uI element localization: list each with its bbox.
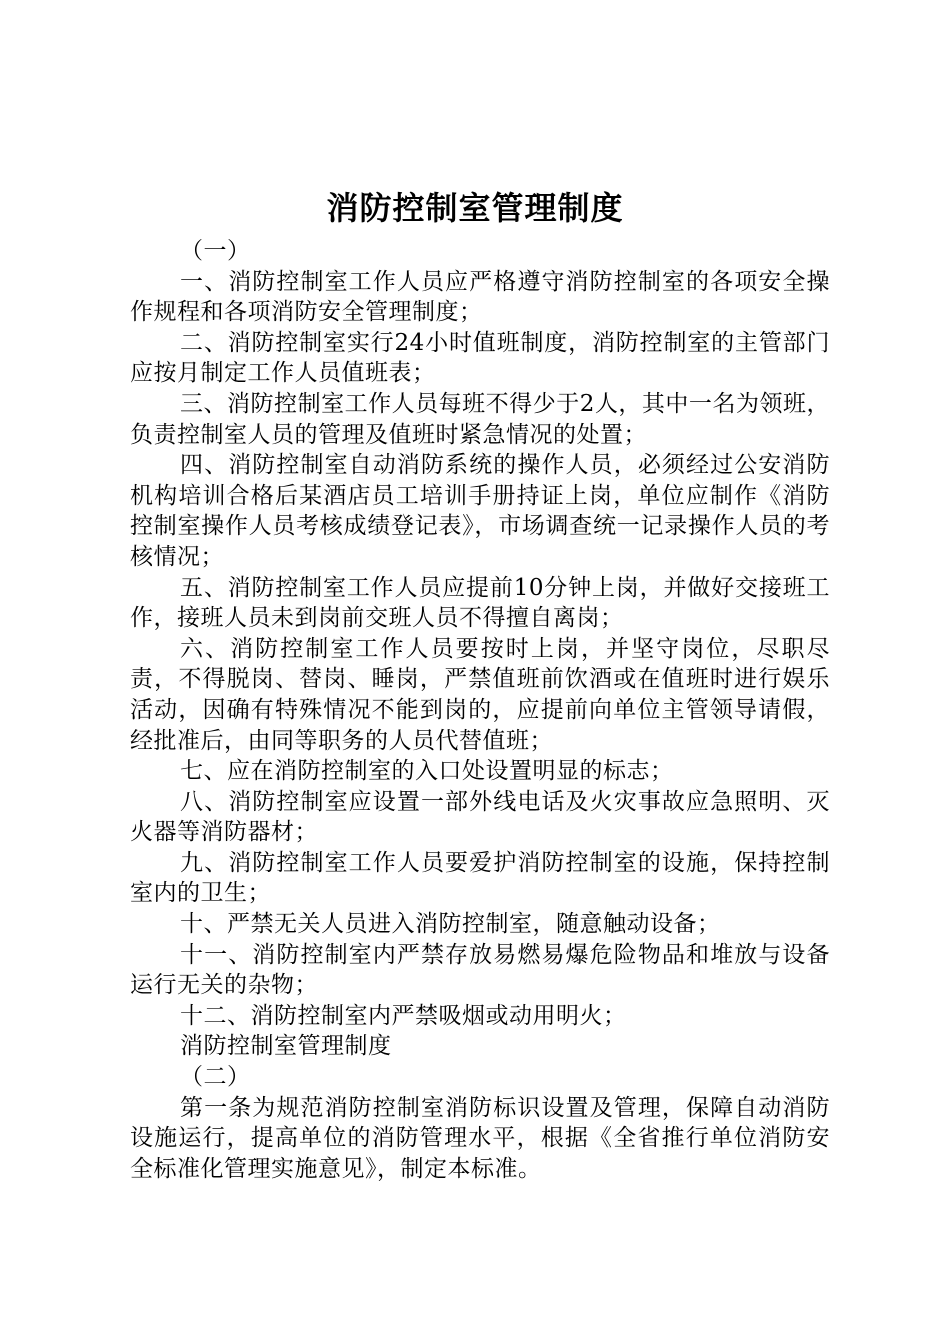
document-body [130, 236, 830, 1184]
section-marker-1: （一） [180, 238, 251, 264]
rule-paragraph-6: 六、消防控制室工作人员要按时上岗，并坚守岗位，尽职尽责，不得脱岗、替岗、睡岗，严禁值班前饮酒或在值班时进行娱乐活动，因确有特殊情况不能到岗的，应提前向单位主管领导请假，经批准后，由同等职务的人员代替值班； [130, 635, 830, 754]
rule-paragraph-4: 四、消防控制室自动消防系统的操作人员，必须经过公安消防机构培训合格后某酒店员工培训手册持证上岗，单位应制作《消防控制室操作人员考核成绩登记表》，市场调查统一记录操作人员的考核情况； [130, 452, 830, 570]
rule-paragraph-3: 三、消防控制室工作人员每班不得少于2人，其中一名为领班，负责控制室人员的管理及值班时紧急情况的处置； [130, 390, 830, 448]
rule-paragraph-2: 二、消防控制室实行24小时值班制度，消防控制室的主管部门应按月制定工作人员值班表； [130, 329, 830, 387]
rule-paragraph-5: 五、消防控制室工作人员应提前10分钟上岗，并做好交接班工作，接班人员未到岗前交班人员不得擅自离岗； [130, 574, 830, 632]
subheading: 消防控制室管理制度 [180, 1033, 392, 1060]
rule-paragraph-10: 十、严禁无关人员进入消防控制室，随意触动设备； [180, 911, 721, 938]
rule-paragraph-8: 八、消防控制室应设置一部外线电话及火灾事故应急照明、灭火器等消防器材； [130, 788, 830, 846]
rule-paragraph-12: 十二、消防控制室内严禁吸烟或动用明火； [180, 1002, 627, 1029]
section-marker-2: （二） [180, 1064, 251, 1091]
article-paragraph-1: 第一条为规范消防控制室消防标识设置及管理，保障自动消防设施运行，提高单位的消防管理水平，根据《全省推行单位消防安全标准化管理实施意见》，制定本标准。 [130, 1094, 830, 1182]
rule-paragraph-9: 九、消防控制室工作人员要爱护消防控制室的设施，保持控制室内的卫生； [130, 849, 830, 907]
rule-paragraph-1: 一、消防控制室工作人员应严格遵守消防控制室的各项安全操作规程和各项消防安全管理制度； [130, 268, 830, 326]
rule-paragraph-7: 七、应在消防控制室的入口处设置明显的标志； [180, 758, 674, 785]
document-title: 消防控制室管理制度 [326, 189, 624, 227]
rule-paragraph-11: 十一、消防控制室内严禁存放易燃易爆危险物品和堆放与设备运行无关的杂物； [130, 941, 830, 999]
